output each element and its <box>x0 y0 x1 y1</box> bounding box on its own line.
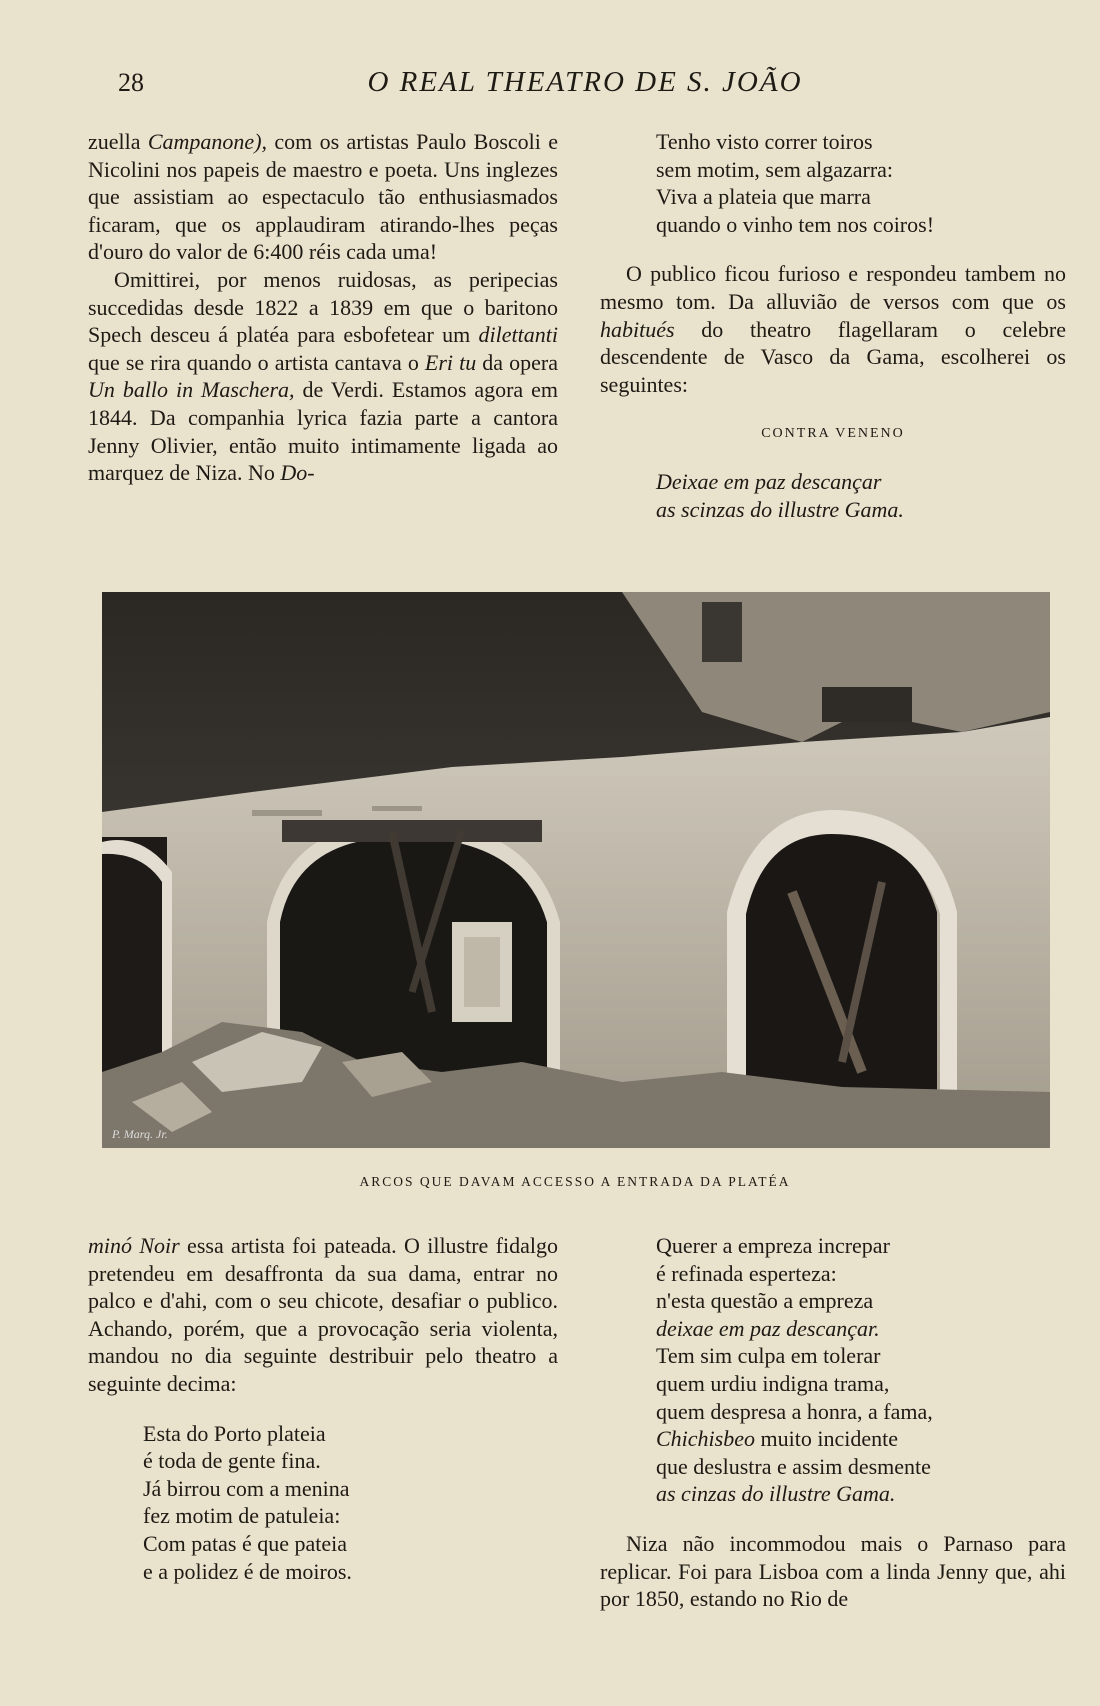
poem-lines <box>600 468 1066 523</box>
text-run-italic: Un ballo in Maschera, <box>88 377 295 403</box>
verse-block <box>600 1232 1066 1508</box>
photo-illustration <box>102 592 1050 1148</box>
photo-credit: P. Marq. Jr. <box>112 1127 168 1141</box>
verse-line: Deixae em paz descançar <box>656 468 882 494</box>
verse-line: e a polidez é de moiros. <box>143 1558 352 1584</box>
verse-block <box>600 128 1066 238</box>
top-right-column <box>600 128 1066 523</box>
text-run-italic: Eri tu <box>424 349 477 375</box>
text-run: que se rira quando o artista cantava o <box>88 349 425 375</box>
paragraph <box>88 266 558 487</box>
poem-title: CONTRA VENENO <box>761 426 905 442</box>
verse-line: deixae em paz descançar. <box>656 1315 880 1341</box>
verse-line: quem despresa a honra, a fama, <box>656 1398 933 1424</box>
verse-line: quando o vinho tem nos coiros! <box>656 211 935 237</box>
top-left-column <box>88 128 558 487</box>
verse-line: é refinada esperteza: <box>656 1260 837 1286</box>
verse-line: Já birrou com a menina <box>143 1475 350 1501</box>
text-run: de Verdi. Estamos agora em 1844. Da companhia lyrica fazia parte a cantora Jenny Olivier, então muito intimamente ligada ao marquez de Niza. No <box>88 377 558 486</box>
paragraph: Niza não incommodou mais o Parnaso para replicar. Foi para Lisboa com a linda Jenny que, ahi por 1850, estando no Rio de <box>600 1530 1066 1612</box>
bottom-left-column <box>88 1232 558 1585</box>
verse-line: é toda de gente fina. <box>143 1448 321 1474</box>
text-run: do theatro flagellaram o celebre descendente de Vasco da Gama, escolherei os seguintes: <box>600 316 1066 397</box>
paragraph <box>88 1232 558 1398</box>
text-run: Omittirei, por menos ruidosas, as peripecias succedidas desde 1822 a 1839 em que o baritono Spech desceu á platéa para esbofetear um <box>88 266 558 348</box>
verse-line: as cinzas do illustre Gama. <box>656 1481 896 1507</box>
text-run-italic: Campanone), <box>147 129 268 154</box>
text-run-italic: minó Noir <box>88 1233 180 1258</box>
page-number: 28 <box>118 68 144 97</box>
verse-block <box>88 1420 558 1586</box>
text-run: essa artista foi pateada. O illustre fidalgo pretendeu em desaffronta da sua dama, entrar no palco e d'ahi, com o seu chicote, desafiar o publico. Achando, porém, que a provocação seria violenta, mandou no dia seguinte destribuir pelo theatro a seguinte decima: <box>88 1233 558 1396</box>
text-run-italic: Do- <box>280 460 315 486</box>
verse-line: Esta do Porto plateia <box>143 1420 326 1446</box>
verse-line: quem urdiu indigna trama, <box>656 1370 890 1396</box>
text-run: zuella <box>88 129 148 154</box>
verse-line <box>656 1425 1066 1453</box>
text-run-italic: dilettanti <box>478 322 558 348</box>
text-run-italic: habitués <box>600 316 675 342</box>
photograph-arches <box>102 592 1050 1148</box>
bottom-right-column <box>600 1232 1066 1613</box>
text-run: com os artistas Paulo Boscoli e Nicolini nos papeis de maestro e poeta. Uns inglezes que assistiam ao espectaculo tão enthusiasmados ficaram, que os applaudiram atirando-lhes peças d'ouro do valor de 6:400 réis cada uma! <box>88 129 558 265</box>
paragraph <box>600 260 1066 398</box>
text-run: O publico ficou furioso e respondeu tambem no mesmo tom. Da alluvião de versos com que os <box>600 261 1066 314</box>
text-run: muito incidente <box>755 1426 898 1452</box>
verse-line: sem motim, sem algazarra: <box>656 156 894 182</box>
verse-line: que deslustra e assim desmente <box>656 1453 931 1479</box>
verse-line: Com patas é que pateia <box>143 1530 348 1556</box>
figure-caption: ARCOS QUE DAVAM ACCESSO A ENTRADA DA PLATÉA <box>359 1174 791 1189</box>
text-run-italic: Chichisbeo <box>656 1426 755 1452</box>
verse-line: Querer a empreza increpar <box>656 1233 890 1258</box>
verse-line: Tenho visto correr toiros <box>656 129 873 154</box>
verse-line: fez motim de patuleia: <box>143 1503 341 1529</box>
paragraph <box>88 128 558 266</box>
verse-line: Viva a plateia que marra <box>656 184 871 210</box>
verse-line: n'esta questão a empreza <box>656 1288 874 1314</box>
verse-line: as scinzas do illustre Gama. <box>656 496 904 522</box>
running-title: O REAL THEATRO DE S. JOÃO <box>367 66 803 98</box>
text-run: da opera <box>476 349 559 375</box>
verse-line: Tem sim culpa em tolerar <box>656 1343 881 1369</box>
